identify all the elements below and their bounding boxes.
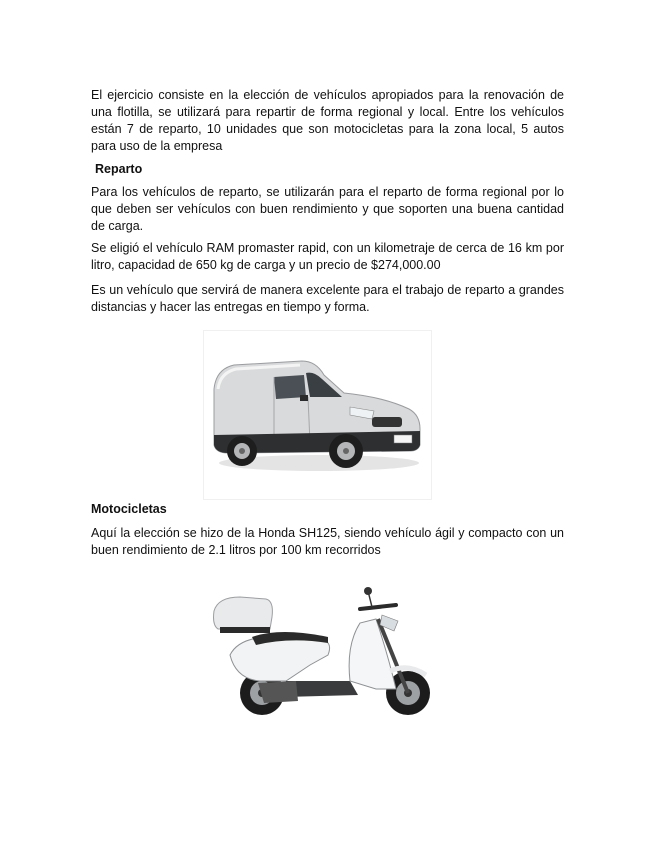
reparto-paragraph-3: Es un vehículo que servirá de manera excelente para el trabajo de reparto a grandes distancias y hacer las entregas en tiempo y forma. bbox=[91, 283, 564, 314]
heading-reparto: Reparto bbox=[95, 162, 143, 176]
van-image bbox=[203, 330, 432, 500]
motos-paragraph-1: Aquí la elección se hizo de la Honda SH125, siendo vehículo ágil y compacto con un buen rendimiento de 2.1 litros por 100 km recorridos bbox=[91, 526, 564, 557]
intro-paragraph: El ejercicio consiste en la elección de vehículos apropiados para la renovación de una flotilla, se utilizará para repartir de forma regional y local. Entre los vehículos están 7 de reparto, 10 unidades que son motocicletas para la zona local, 5 autos para uso de la empresa bbox=[91, 88, 564, 153]
scooter-image bbox=[200, 585, 450, 735]
reparto-paragraph-2: Se eligió el vehículo RAM promaster rapid, con un kilometraje de cerca de 16 km por litro, capacidad de 650 kg de carga y un precio de $274,000.00 bbox=[91, 241, 564, 272]
heading-motocicletas: Motocicletas bbox=[91, 502, 167, 516]
reparto-paragraph-1: Para los vehículos de reparto, se utilizarán para el reparto de forma regional por lo que deben ser vehículos con buen rendimiento y que soporten una buena cantidad de carga. bbox=[91, 185, 564, 233]
